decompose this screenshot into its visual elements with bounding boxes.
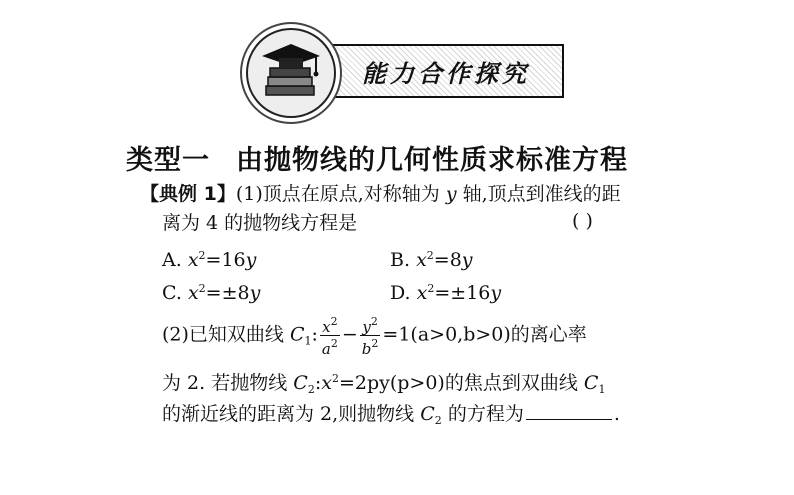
example-tag: 【典例 1】: [140, 183, 236, 205]
option-b-rhs: =8: [433, 249, 462, 271]
option-b: B. $x^2=8y$: [390, 249, 473, 271]
option-a-rhs: =16: [205, 249, 246, 271]
option-a: A. $x^2=16y$: [162, 249, 257, 271]
q2-line-1: (2)已知双曲线 $C_1$: $\frac{x^2}{a^2}$ − $\frac{y^2}{b^2}$ =1(a>0,b>0)的离心率: [162, 315, 587, 358]
q1-line-2: 离为 4 的抛物线方程是: [162, 212, 358, 234]
banner-title: 能力合作探究: [362, 60, 530, 88]
option-c-label: C.: [162, 282, 182, 304]
q2-line-3: 的渐近线的距离为 2,则抛物线 $C_2$ 的方程为 .: [162, 403, 620, 427]
section-heading: [126, 138, 628, 177]
option-b-label: B.: [390, 249, 411, 271]
q1-prefix: (1)顶点在原点,对称轴为: [235, 183, 440, 205]
answer-blank: [526, 401, 612, 420]
q2-line2-mid: =2py(p>0)的焦点到双曲线: [338, 372, 578, 394]
fraction-y2-b2: $\frac{y^2}{b^2}$: [361, 315, 379, 358]
q2-condition: =1(a>0,b>0)的离心率: [382, 323, 587, 346]
q2-line3-post: 的方程为: [447, 403, 524, 425]
option-d: D. $x^2=\pm 16y$: [390, 282, 502, 304]
q2-line-2: 为 2. 若抛物线 $C_2:x^2=2py(p>0)$的焦点到双曲线 $C_1$: [162, 372, 606, 396]
q1-line-1: 【典例 1】(1)顶点在原点,对称轴为 y 轴,顶点到准线的距: [140, 183, 621, 205]
heading-type-label: 类型一: [126, 145, 210, 176]
q2-line3-pre: 的渐近线的距离为 2,则抛物线: [162, 403, 415, 425]
option-d-label: D.: [390, 282, 411, 304]
answer-parentheses: ( ): [572, 210, 593, 232]
option-c-rhs: =±8: [205, 282, 250, 304]
fraction-x2-a2: $\frac{x^2}{a^2}$: [321, 315, 338, 358]
q2-line2-pre: 为 2. 若抛物线: [162, 372, 288, 394]
q2-end-period: .: [613, 403, 620, 425]
graduation-cap-books-icon: [246, 28, 336, 118]
heading-topic: 由抛物线的几何性质求标准方程: [236, 145, 628, 176]
option-d-rhs: =±16: [434, 282, 491, 304]
option-c: C. $x^2=\pm 8y$: [162, 282, 261, 304]
q2-prefix: (2)已知双曲线: [162, 323, 284, 346]
option-a-label: A.: [162, 249, 182, 271]
q1-mid: 轴,顶点到准线的距: [462, 183, 621, 205]
